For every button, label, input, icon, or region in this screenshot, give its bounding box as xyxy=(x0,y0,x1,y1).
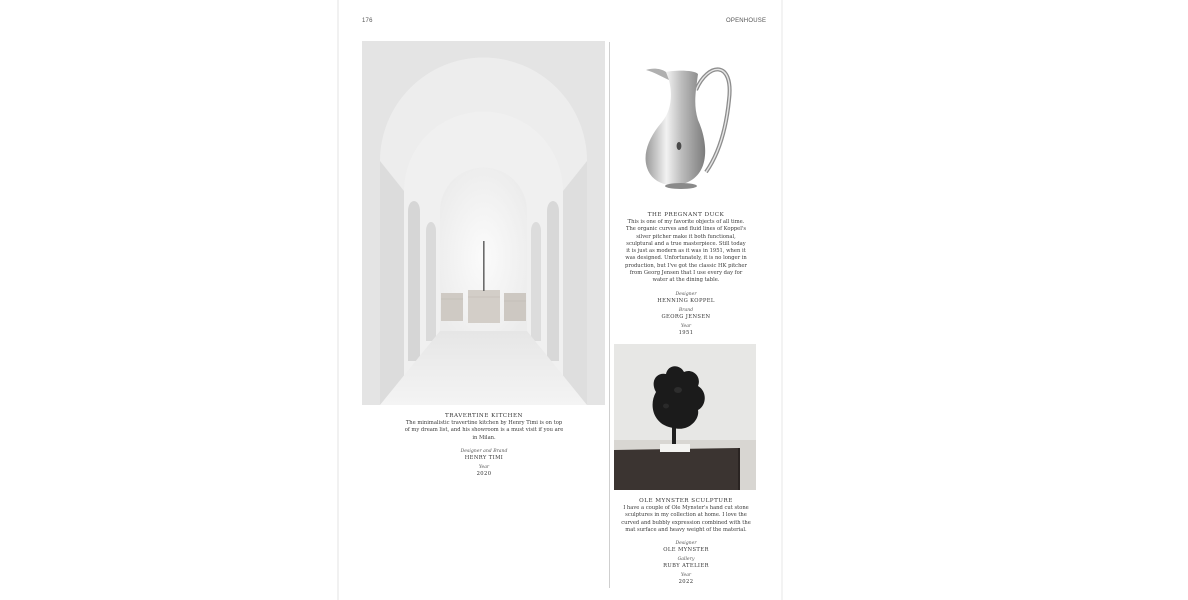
credit-label: Designer xyxy=(675,291,697,297)
ole-mynster-caption xyxy=(618,498,754,586)
ole-mynster-sculpture-photo xyxy=(614,344,756,490)
credit-label: Year xyxy=(680,323,692,329)
running-head: OPENHOUSE xyxy=(726,18,767,24)
credit-value: 2022 xyxy=(678,579,694,586)
item-description: I have a couple of Ole Mynster's hand cut stone sculptures in my collection at home. I love the curved and bubbly expression combined with the mat surface and heavy weight of the material. xyxy=(621,505,751,533)
credit-label: Year xyxy=(680,573,692,579)
credit-label: Brand xyxy=(678,307,694,313)
column-divider xyxy=(609,42,610,588)
pregnant-duck-caption xyxy=(625,212,747,337)
credit-value: OLE MYNSTER xyxy=(663,547,709,554)
credit-value: 2020 xyxy=(476,470,492,477)
item-title: OLE MYNSTER SCULPTURE xyxy=(639,498,733,504)
credit-value: HENNING KOPPEL xyxy=(657,297,715,304)
page-number: 176 xyxy=(362,18,373,24)
credit-label: Year xyxy=(478,464,490,470)
credit-value: 1951 xyxy=(678,329,694,336)
silver-pitcher-photo xyxy=(636,60,736,195)
page-edge-right xyxy=(781,0,783,600)
credit-value: HENRY TIMI xyxy=(464,454,504,461)
travertine-kitchen-caption xyxy=(404,413,564,478)
credit-label: Gallery xyxy=(677,557,695,563)
item-title: TRAVERTINE KITCHEN xyxy=(445,413,523,419)
item-description: This is one of my favorite objects of all time. The organic curves and fluid lines of Koppel's silver pitcher make it both functional, sculptural and a true masterpiece. Still today it is just as modern as it was in 1951, when it was designed. Unfortunately, it is no longer in production, but I've got the classic HK pitcher from Georg Jensen that I use every day for water at the dining table. xyxy=(625,219,747,284)
credit-value: GEORG JENSEN xyxy=(661,313,711,320)
item-title: THE PREGNANT DUCK xyxy=(647,212,725,218)
travertine-kitchen-photo xyxy=(362,41,605,405)
item-description: The minimalistic travertine kitchen by Henry Timi is on top of my dream list, and his showroom is a must visit if you are in Milan. xyxy=(404,420,564,441)
page-edge-left xyxy=(337,0,339,600)
credit-label: Designer and Brand xyxy=(460,448,508,454)
credit-label: Designer xyxy=(675,541,697,547)
credit-value: RUBY ATELIER xyxy=(663,563,709,570)
